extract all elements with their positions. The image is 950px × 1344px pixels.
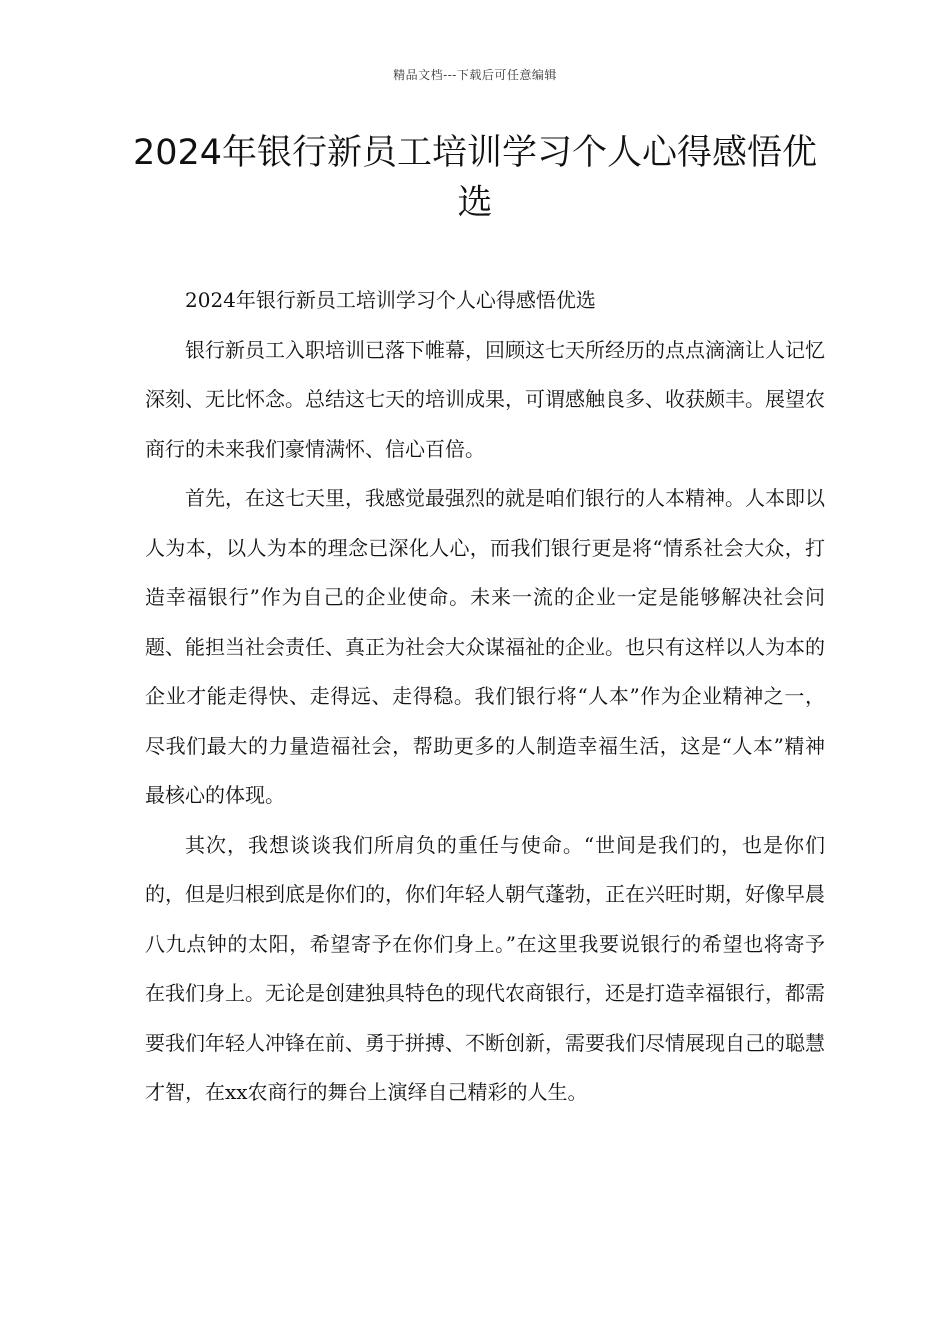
paragraph-first-point: 首先，在这七天里，我感觉最强烈的就是咱们银行的人本精神。人本即以人为本，以人为本的理念已深化人心，而我们银行更是将“情系社会大众，打造幸福银行”作为自己的企业使命。未来一流的企业一定是能够解决社会问题、能担当社会责任、真正为社会大众谋福祉的企业。也只有这样以人为本的企业才能走得快、走得远、走得稳。我们银行将“人本”作为企业精神之一，尽我们最大的力量造福社会，帮助更多的人制造幸福生活，这是“人本”精神最核心的体现。 — [145, 486, 825, 807]
paragraph-second-point: 其次，我想谈谈我们所肩负的重任与使命。“世间是我们的，也是你们的，但是归根到底是你们的，你们年轻人朝气蓬勃，正在兴旺时期，好像早晨八九点钟的太阳，希望寄予在你们身上。”在这里我要说银行的希望也将寄予在我们身上。无论是创建独具特色的现代农商银行，还是打造幸福银行，都需要我们年轻人冲锋在前、勇于拼搏、不断创新，需要我们尽情展现自己的聪慧才智，在xx农商行的舞台上演绎自己精彩的人生。 — [145, 832, 825, 1104]
paragraph-intro: 银行新员工入职培训已落下帷幕，回顾这七天所经历的点点滴滴让人记忆深刻、无比怀念。总结这七天的培训成果，可谓感触良多、收获颇丰。展望农商行的未来我们豪情满怀、信心百倍。 — [145, 337, 825, 461]
document-body — [145, 276, 825, 1118]
header-note: 精品文档---下载后可任意编辑 — [393, 68, 557, 82]
document-title: 2024年银行新员工培训学习个人心得感悟优选 — [132, 133, 818, 223]
paragraph-subtitle: 2024年银行新员工培训学习个人心得感悟优选 — [185, 288, 596, 312]
